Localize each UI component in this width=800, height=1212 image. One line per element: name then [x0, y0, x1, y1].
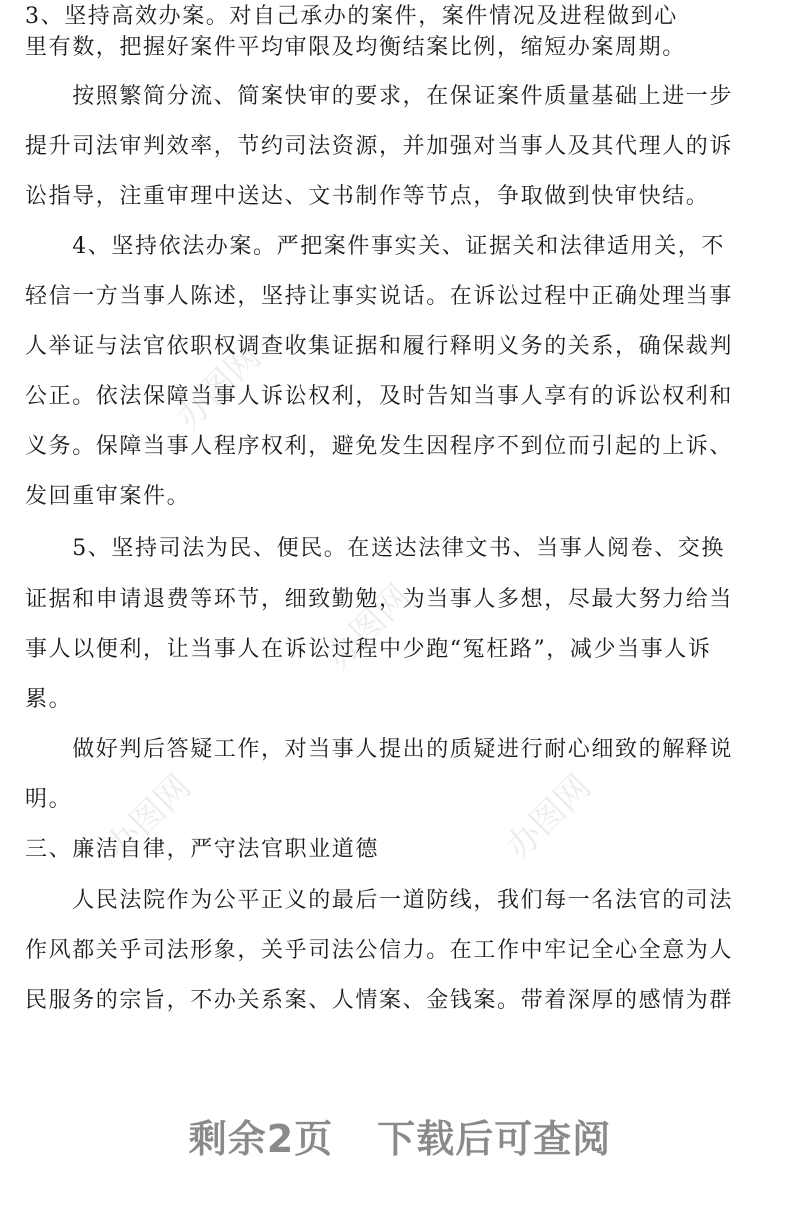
text-line: 公正。依法保障当事人诉讼权利，及时告知当事人享有的诉讼权利和 [25, 384, 734, 409]
text-line: 人民法院作为公平正义的最后一道防线，我们每一名法官的司法 [25, 888, 734, 913]
text-line: 做好判后答疑工作，对当事人提出的质疑进行耐心细致的解释说 [25, 737, 734, 762]
text-line: 3、坚持高效办案。对自己承办的案件，案件情况及进程做到心 [25, 4, 678, 29]
text-line: 人举证与法官依职权调查收集证据和履行释明义务的关系，确保裁判 [25, 334, 734, 359]
watermark: 办图网 [318, 576, 419, 678]
watermark: 办图网 [498, 766, 599, 868]
text-line: 轻信一方当事人陈述，坚持让事实说话。在诉讼过程中正确处理当事 [25, 284, 734, 309]
text-line: 4、坚持依法办案。严把案件事实关、证据关和法律适用关，不 [25, 234, 725, 259]
text-line: 事人以便利，让当事人在诉讼过程中少跑“冤枉路”，减少当事人诉 [25, 637, 712, 662]
watermark: 办图网 [98, 766, 199, 868]
text-line: 发回重审案件。 [25, 484, 191, 509]
section-heading: 三、廉洁自律，严守法官职业道德 [25, 837, 380, 862]
text-line: 讼指导，注重审理中送达、文书制作等节点，争取做到快审快结。 [25, 184, 710, 209]
text-line: 提升司法审判效率，节约司法资源，并加强对当事人及其代理人的诉 [25, 134, 734, 159]
text-line: 明。 [25, 787, 73, 812]
text-line: 义务。保障当事人程序权利，避免发生因程序不到位而引起的上诉、 [25, 434, 734, 459]
text-line: 5、坚持司法为民、便民。在送达法律文书、当事人阅卷、交换 [25, 536, 725, 561]
text-line: 作风都关乎司法形象，关乎司法公信力。在工作中牢记全心全意为人 [25, 938, 734, 963]
text-line: 累。 [25, 687, 73, 712]
remaining-pages-banner[interactable] [0, 1108, 800, 1163]
text-line: 民服务的宗旨，不办关系案、人情案、金钱案。带着深厚的感情为群 [25, 988, 734, 1013]
text-line: 证据和申请退费等环节，细致勤勉，为当事人多想，尽最大努力给当 [25, 587, 734, 612]
watermark: 办图网 [168, 336, 269, 438]
remaining-pages-label: 剩余2页 [188, 1117, 334, 1161]
text-line: 里有数，把握好案件平均审限及均衡结案比例，缩短办案周期。 [25, 35, 686, 60]
text-line: 按照繁简分流、简案快审的要求，在保证案件质量基础上进一步 [25, 84, 734, 109]
download-to-read-label: 下载后可查阅 [377, 1117, 612, 1161]
